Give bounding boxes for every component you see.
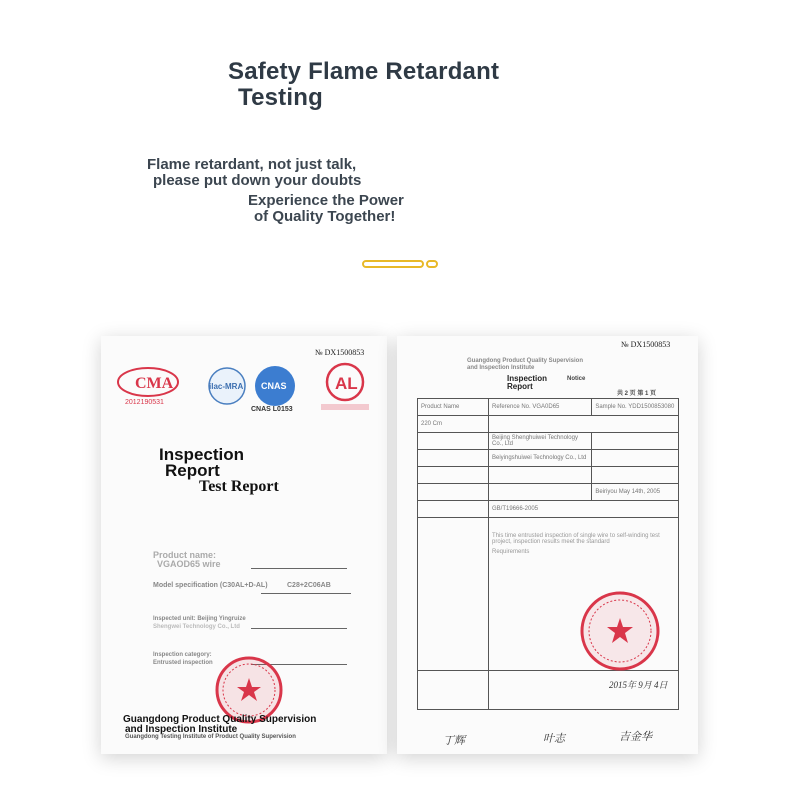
- date-value: May 14th, 2005: [618, 489, 661, 495]
- accent-dot: [426, 260, 438, 268]
- inspected-unit: Inspected unit: Beijing Yingruize: [153, 616, 246, 622]
- table-row: [418, 416, 679, 433]
- notice-institute-line2: and Inspection Institute: [467, 365, 535, 371]
- model-label: Model specification (C30AL+D-AL): [153, 582, 268, 589]
- table-row: [418, 399, 679, 416]
- product-label: Product name:: [153, 550, 217, 560]
- ilac-cnas-logo-icon: [203, 364, 307, 412]
- institute-name-line1: Guangdong Product Quality Supervision: [123, 714, 317, 725]
- tagline-line1: Flame retardant, not just talk,: [147, 156, 357, 173]
- reference-no-label: Reference No.: [492, 404, 531, 410]
- category-value: Entrusted inspection: [153, 660, 213, 666]
- reference-value: VGA0D65: [532, 404, 560, 410]
- beiriyou-value: Beiriyou: [595, 489, 618, 495]
- ilac-text: ilac-MRA: [209, 382, 244, 391]
- cma-logo-text: CMA: [135, 375, 174, 392]
- notice-institute-line1: Guangdong Product Quality Supervision: [467, 358, 584, 364]
- al-logo-text: AL: [335, 374, 358, 393]
- tagline-line2: please put down your doubts: [153, 172, 362, 189]
- report-heading-line1: Inspection: [159, 445, 245, 464]
- inspected-unit-2: Shengwei Technology Co., Ltd: [153, 624, 240, 630]
- conclusion-text: This time entrusted inspection of single wire to self-winding test project, inspection results meet the standard: [492, 533, 660, 545]
- page-info: 共 2 页 第 1 页: [617, 391, 657, 397]
- table-row: [418, 433, 679, 450]
- table-row: [418, 484, 679, 501]
- page-title: Safety Flame Retardant: [228, 58, 500, 85]
- report-notice-page: [397, 336, 698, 754]
- cma-logo-icon: [115, 364, 181, 406]
- notice-inspection: Inspection: [507, 374, 548, 383]
- sample-value: YDD1500853080: [628, 404, 675, 410]
- product-name-label: Product Name: [421, 404, 460, 410]
- report-heading-line2: Report: [165, 461, 220, 480]
- al-logo-icon: [315, 362, 375, 414]
- notice-label: Notice: [567, 376, 586, 382]
- signature-1: 丁辉: [443, 735, 465, 747]
- standard-value: GB/T19666-2005: [492, 506, 539, 512]
- signature-3: 吉金华: [619, 731, 652, 743]
- cnas-text: CNAS: [261, 381, 287, 391]
- tagline-line3: Experience the Power: [248, 192, 404, 209]
- report-heading-en: Test Report: [199, 478, 279, 495]
- sample-no-label: Sample No.: [595, 404, 627, 410]
- institute-name-line3: Guangdong Testing Institute of Product Quality Supervision: [125, 734, 296, 740]
- report-number: № DX1500853: [315, 348, 365, 357]
- table-row: [418, 450, 679, 467]
- signature-2: 叶志: [543, 733, 565, 745]
- company-value-1: Beijing Shenghuiwei Technology Co., Ltd: [492, 435, 578, 447]
- cma-number: 2012190531: [125, 399, 164, 406]
- accent-bar: [362, 260, 424, 268]
- table-row: [418, 501, 679, 518]
- institute-name-line2: and Inspection Institute: [125, 724, 238, 735]
- requirements-label: Requirements: [492, 549, 530, 555]
- sign-date: 2015年 9月 4日: [609, 680, 668, 690]
- product-value: VGAOD65 wire: [157, 559, 221, 569]
- notice-seal-icon: [577, 588, 663, 674]
- cnas-number: CNAS L0153: [251, 406, 293, 412]
- category-label: Inspection category:: [153, 652, 212, 658]
- model-value: C28+2C06AB: [287, 582, 331, 589]
- tagline-line4: of Quality Together!: [254, 208, 396, 225]
- table-row: [418, 467, 679, 484]
- page-title-line2: Testing: [238, 84, 323, 111]
- notice-report-number: № DX1500853: [621, 340, 671, 349]
- notice-report: Report: [507, 382, 533, 391]
- voltage-value: 220 Cm: [421, 421, 443, 427]
- report-cover: [101, 336, 387, 754]
- company-value-2: Beiyingshuiwei Technology Co., Ltd: [492, 455, 587, 461]
